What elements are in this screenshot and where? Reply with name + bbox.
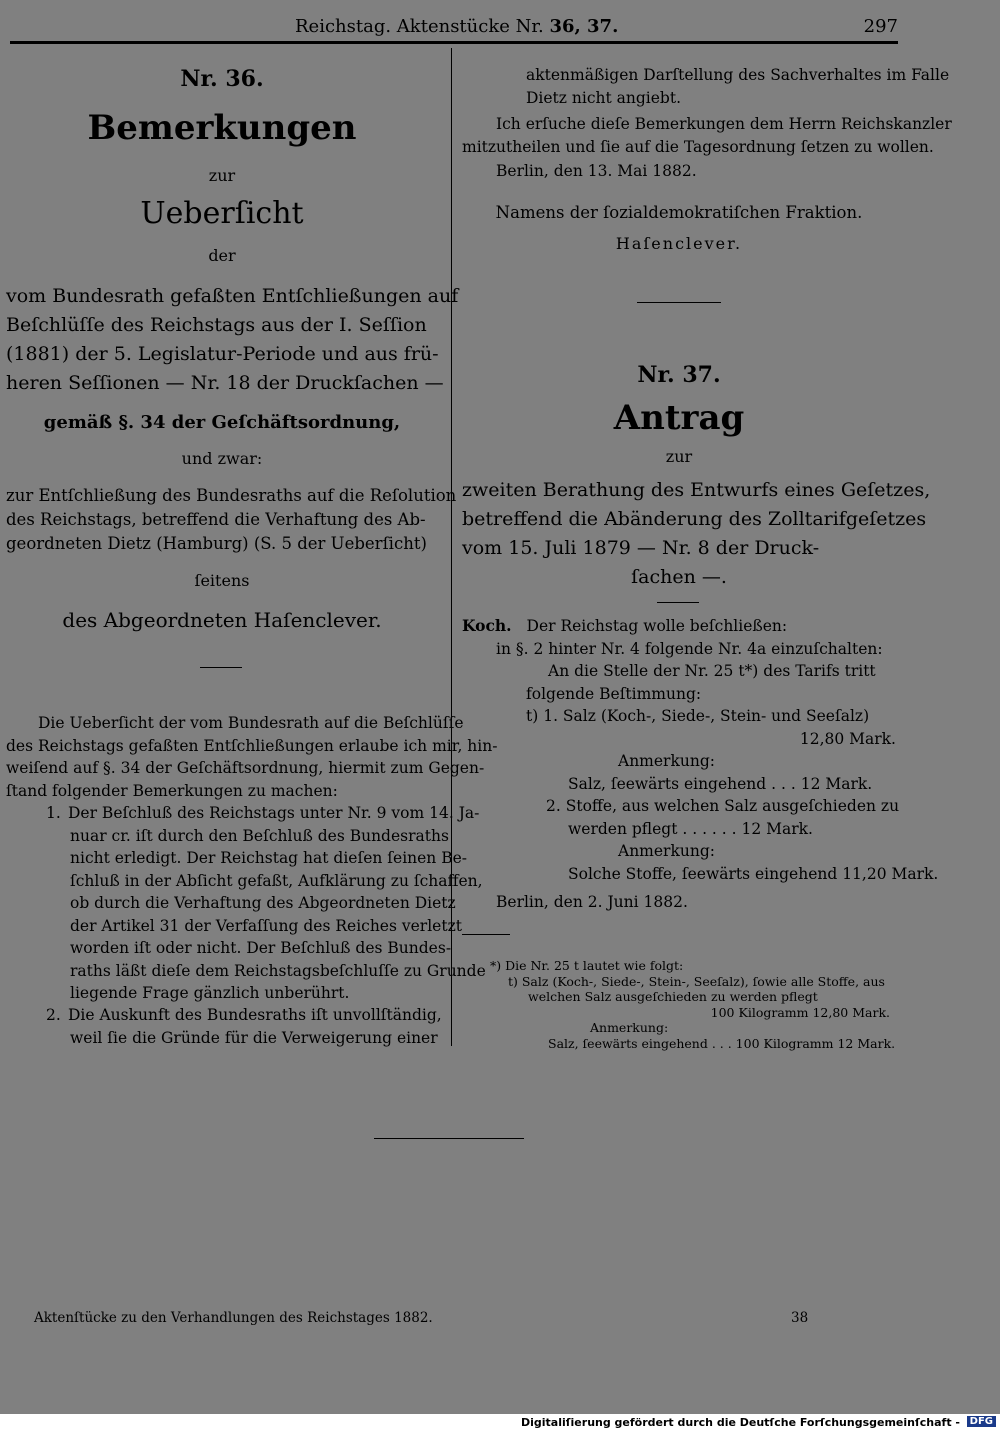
zur-block [6,484,457,556]
footnote-line: *) Die Nr. 25 t lautet wie folgt: [490,958,684,973]
header-rule [10,41,898,44]
item-line: raths läßt dieſe dem Reichstagsbeſchluſſe zu Grunde [70,961,486,980]
credit-text: Digitaliſierung gefördert durch die Deutſche Forſchungsgemeinſchaft - [520,1416,960,1429]
desc-line: Beſchlüſſe des Reichstags aus der I. Seſſion [6,314,427,336]
item-line: der Artikel 31 der Verfaſſung des Reiches verletzt [70,916,462,935]
antrag-line: zweiten Berathung des Entwurfs eines Geſetzes, [462,479,931,501]
footer-sheet-number: 38 [791,1310,809,1326]
credit-bar [0,1414,1000,1432]
und-zwar-label: und zwar: [181,449,263,468]
intro-line: des Reichstags gefaßten Entſchließungen erlaube ich mir, hin- [6,736,498,755]
antrag-description [462,476,931,592]
end-rule [374,1138,524,1139]
continuation-paragraph [462,64,950,109]
item-line: ob durch die Verhaftung des Abgeordneten Dietz [70,894,456,912]
intro-line: ſtand folgender Bemerkungen zu machen: [6,781,338,800]
doc-title-bemerkungen: Bemerkungen [87,108,357,148]
footnote-rule [462,934,510,935]
ersuche-line: mitzutheilen und ſie auf die Tagesordnung ſetzen zu wollen. [462,137,934,156]
section-rule [200,667,242,668]
desc-line: vom Bundesrath gefaßten Entſchließungen auf [6,285,459,307]
koch-text: Der Reichstag wolle beſchließen: [526,617,788,635]
doc-number-36: Nr. 36. [180,66,264,92]
footnote-line: welchen Salz ausgeſchieden zu werden pflegt [528,989,818,1004]
tariff-item-1: t) 1. Salz (Koch-, Siede-, Stein- und Seeſalz) [526,707,870,725]
koch-name: Koch. [462,616,512,635]
footer-source: Aktenſtücke zu den Verhandlungen des Reichstages 1882. [34,1310,433,1326]
intro-line: weiſend auf §. 34 der Geſchäftsordnung, hiermit zum Gegen- [6,759,485,777]
zur-line: zur Entſchließung des Bundesraths auf die Reſolution [6,486,457,505]
footnote-line: t) Salz (Koch-, Siede-, Stein-, Seeſalz), ſowie alle Stoffe, aus [508,973,885,989]
date-line-1: Berlin, den 13. Mai 1882. [496,162,697,180]
gemaess-heading: gemäß §. 34 der Geſchäftsordnung, [43,412,401,433]
footnote-anmerkung: Anmerkung: [590,1020,669,1035]
zur-line: des Reichstags, betreffend die Verhaftung des Ab- [6,510,426,529]
item-line: Die Auskunft des Bundesraths iſt unvollſtändig, [68,1006,442,1024]
item-line: nuar cr. iſt durch den Beſchluß des Bundesraths [70,826,449,845]
doc-number-37: Nr. 37. [637,362,721,388]
desc-line: heren Seſſionen — Nr. 18 der Druckſachen — [6,372,444,394]
salz-seewaerts: Salz, ſeewärts eingehend . . . 12 Mark. [568,774,873,793]
in-paragraph: in §. 2 hinter Nr. 4 folgende Nr. 4a einzuſchalten: [496,639,883,658]
cont-line: aktenmäßigen Darſtellung des Sachverhaltes im Falle [526,66,950,84]
zur-label-2: zur [665,447,693,466]
item-line: ſchluß in der Abſicht gefaßt, Aufklärung zu ſchaffen, [70,871,483,890]
section-rule [637,302,721,303]
footnote-price: 100 Kilogramm 12,80 Mark. [710,1004,890,1020]
item-line: weil ſie die Gründe für die Verweigerung einer [70,1028,438,1047]
seitens-label: ſeitens [194,571,250,590]
namens-line: Namens der ſozialdemokratiſchen Fraktion. [495,203,863,222]
tariff-item-2-cont: werden pflegt . . . . . . 12 Mark. [568,819,813,838]
tariff-item-1-price: 12,80 Mark. [799,729,896,748]
abgeordneten-line: des Abgeordneten Haſenclever. [62,608,382,632]
running-header [10,14,898,44]
cont-line: Dietz nicht angiebt. [526,88,681,107]
solche-stoffe: Solche Stoffe, ſeewärts eingehend 11,20 Mark. [568,864,939,883]
page-number: 297 [863,16,898,37]
folgende-bestimmung: folgende Beſtimmung: [526,684,702,703]
desc-line: (1881) der 5. Legislatur-Periode und aus frü- [6,343,439,365]
antrag-line: vom 15. Juli 1879 — Nr. 8 der Druck- [462,537,820,559]
der-label: der [208,246,236,265]
item-1 [46,802,486,1005]
footnote-salz: Salz, ſeewärts eingehend . . . 100 Kilogramm 12 Mark. [548,1035,896,1051]
tariff-item-2: 2. Stoffe, aus welchen Salz ausgeſchieden zu [546,797,900,815]
item-line: nicht erledigt. Der Reichstag hat dieſen ſeinen Be- [70,849,468,867]
ersuche-paragraph [462,113,952,158]
item-line: Der Beſchluß des Reichstags unter Nr. 9 vom 14. Ja- [68,804,480,822]
zur-label: zur [208,166,236,185]
anmerkung-2: Anmerkung: [618,842,715,860]
item-line: worden iſt oder nicht. Der Beſchluß des Bundes- [70,939,452,957]
item-number: 1. [46,804,61,822]
item-number: 2. [46,1006,61,1024]
anmerkung-1: Anmerkung: [618,752,715,770]
antrag-line: betreffend die Abänderung des Zolltarifgeſetzes [462,508,927,530]
koch-motion [462,615,939,914]
date-line-2: Berlin, den 2. Juni 1882. [496,893,688,911]
ersuche-line: Ich erſuche dieſe Bemerkungen dem Herrn Reichskanzler [496,115,952,133]
section-rule [657,602,699,603]
header-title-numbers: 36, 37. [549,16,619,37]
item-line: liegende Frage gänzlich unberührt. [70,984,350,1002]
intro-line: Die Ueberſicht der vom Bundesrath auf die Beſchlüſſe [38,714,464,732]
item-2 [46,1004,440,1049]
intro-paragraph [6,712,498,802]
subtitle-uebersicht: Ueberſicht [140,196,304,231]
header-title-text: Reichstag. Aktenstücke Nr. [295,16,544,37]
dfg-logo[interactable]: DFG [967,1416,996,1427]
doc-title-antrag: Antrag [613,398,745,438]
description-block [6,282,459,398]
zur-line: geordneten Dietz (Hamburg) (S. 5 der Ueberſicht) [6,534,427,553]
footnote [462,958,896,1051]
antrag-line: ſachen —. [631,566,727,588]
an-die-stelle: An die Stelle der Nr. 25 t*) des Tarifs tritt [548,662,876,680]
header-title [295,16,618,37]
signer-hasenclever: Haſenclever. [615,234,743,253]
